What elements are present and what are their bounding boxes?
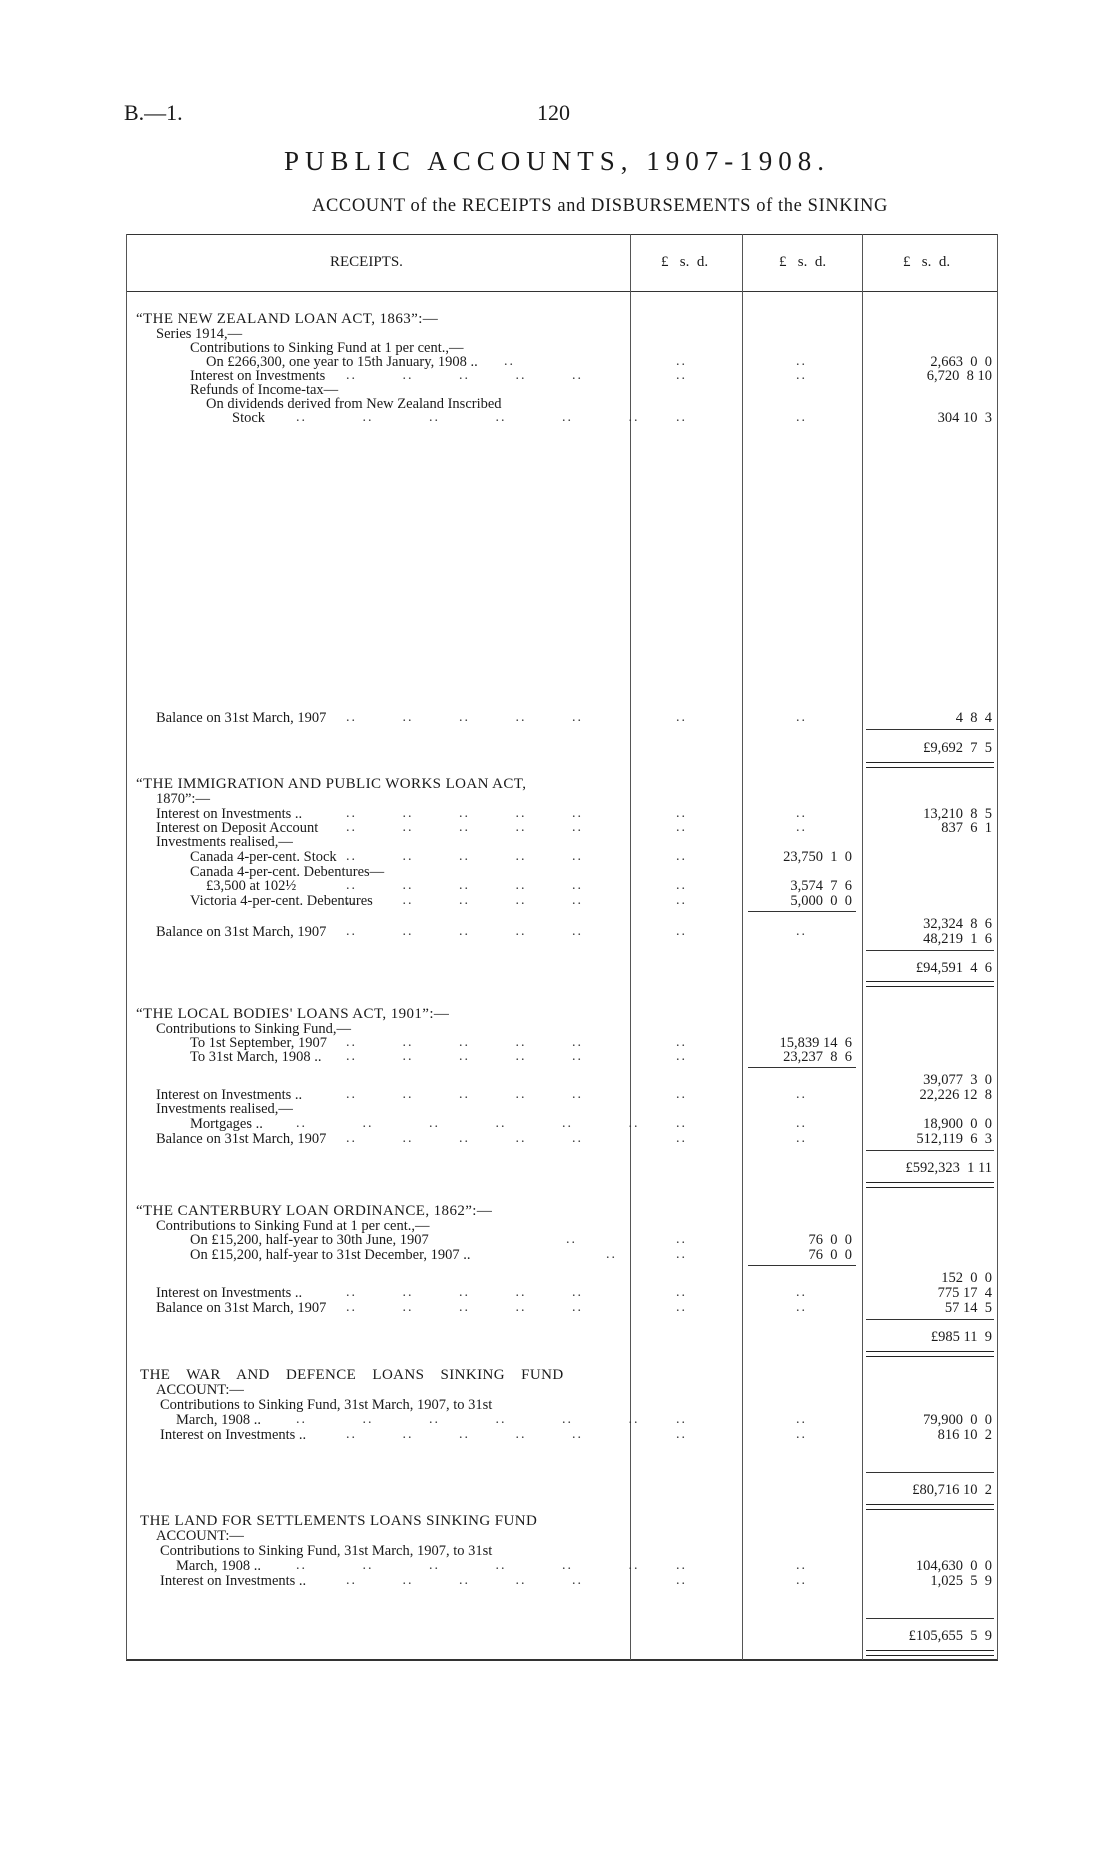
leader-dots: ..	[796, 1087, 807, 1102]
leader-dots: ..	[676, 893, 687, 908]
amount: 816 10 2	[937, 1427, 992, 1443]
line-label: On £15,200, half-year to 30th June, 1907	[190, 1232, 429, 1248]
document-reference: B.—1.	[124, 100, 183, 125]
line-label: Canada 4-per-cent. Stock	[190, 849, 337, 865]
leader-dots: ..	[504, 354, 515, 369]
section-total: £105,655 5 9	[908, 1628, 992, 1644]
right-border	[997, 234, 998, 1660]
line-label: March, 1908 ..	[176, 1558, 261, 1574]
line-label: To 31st March, 1908 ..	[190, 1049, 322, 1065]
leader-dots: ..	[676, 1131, 687, 1146]
left-border	[126, 234, 127, 1660]
leader-dots: ..	[676, 710, 687, 725]
leader-dots: ..	[796, 820, 807, 835]
line-label: March, 1908 ..	[176, 1412, 261, 1428]
leader-dots: ..	[566, 1232, 577, 1247]
line-label: Series 1914,—	[156, 326, 243, 342]
leader-dots: ..	[676, 1049, 687, 1064]
line-label: On dividends derived from New Zealand Inscribed	[206, 396, 502, 412]
leader-dots: .. .. .. .. ..	[346, 368, 583, 383]
leader-dots: ..	[796, 806, 807, 821]
sum-rule	[866, 729, 994, 730]
leader-dots: .. .. .. .. ..	[346, 1573, 583, 1588]
section-heading: “THE IMMIGRATION AND PUBLIC WORKS LOAN ACT,	[136, 776, 527, 792]
leader-dots: .. .. .. .. ..	[346, 710, 583, 725]
leader-dots: .. .. .. .. .. ..	[296, 1116, 640, 1131]
leader-dots: ..	[676, 1116, 687, 1131]
amount: 23,750 1 0	[783, 849, 852, 865]
line-label: Contributions to Sinking Fund at 1 per cent.,—	[190, 340, 464, 356]
line-label: Refunds of Income-tax—	[190, 382, 339, 398]
amount: 2,663 0 0	[930, 354, 992, 370]
amount: 76 0 0	[808, 1232, 852, 1248]
amount: 22,226 12 8	[919, 1087, 992, 1103]
amount: 23,237 8 6	[783, 1049, 852, 1065]
amount: 775 17 4	[937, 1285, 992, 1301]
top-rule	[126, 234, 998, 235]
line-label: Interest on Investments	[190, 368, 326, 384]
leader-dots: ..	[796, 1573, 807, 1588]
amount: 512,119 6 3	[916, 1131, 992, 1147]
sum-rule	[866, 1150, 994, 1151]
line-label: Interest on Investments ..	[160, 1427, 307, 1443]
total-double-rule	[866, 1504, 994, 1510]
line-label: Contributions to Sinking Fund, 31st March, 1907, to 31st	[160, 1543, 493, 1559]
line-label: 1870”:—	[156, 791, 210, 807]
total-double-rule	[866, 1182, 994, 1188]
line-label: Balance on 31st March, 1907	[156, 1131, 327, 1147]
leader-dots: .. .. .. .. ..	[346, 1427, 583, 1442]
section-total: £94,591 4 6	[915, 960, 992, 976]
line-label: Canada 4-per-cent. Debentures—	[190, 864, 385, 880]
total-double-rule	[866, 762, 994, 768]
leader-dots: ..	[676, 1427, 687, 1442]
leader-dots: ..	[676, 1412, 687, 1427]
leader-dots: ..	[796, 1558, 807, 1573]
leader-dots: ..	[796, 354, 807, 369]
line-label: Interest on Deposit Account	[156, 820, 319, 836]
leader-dots: .. .. .. .. ..	[346, 849, 583, 864]
leader-dots: ..	[796, 1300, 807, 1315]
column-divider-2	[742, 234, 743, 1660]
line-label: Stock	[232, 410, 266, 426]
amount: 79,900 0 0	[923, 1412, 992, 1428]
leader-dots: ..	[796, 368, 807, 383]
line-label: Interest on Investments ..	[156, 806, 303, 822]
sum-rule	[748, 1265, 856, 1266]
amount: 18,900 0 0	[923, 1116, 992, 1132]
leader-dots: ..	[796, 410, 807, 425]
section-total: £592,323 1 11	[905, 1160, 992, 1176]
line-label: Mortgages ..	[190, 1116, 263, 1132]
leader-dots: ..	[676, 1232, 687, 1247]
leader-dots: .. .. .. .. ..	[346, 878, 583, 893]
amount: 6,720 8 10	[926, 368, 992, 384]
amount: 104,630 0 0	[915, 1558, 992, 1574]
leader-dots: ..	[676, 849, 687, 864]
leader-dots: .. .. .. .. ..	[346, 1131, 583, 1146]
line-label: Investments realised,—	[156, 1101, 293, 1117]
section-total: £80,716 10 2	[912, 1482, 992, 1498]
leader-dots: .. .. .. .. ..	[346, 1049, 583, 1064]
line-label: Contributions to Sinking Fund at 1 per cent.,—	[156, 1218, 430, 1234]
leader-dots: ..	[796, 924, 807, 939]
line-label: ACCOUNT:—	[156, 1528, 244, 1544]
page-number: 120	[537, 100, 570, 125]
leader-dots: ..	[676, 1573, 687, 1588]
leader-dots: .. .. .. .. ..	[346, 820, 583, 835]
column-header-amount-3: £ s. d.	[903, 254, 951, 270]
section-total: £985 11 9	[930, 1329, 992, 1345]
total-double-rule	[866, 1351, 994, 1357]
leader-dots: ..	[676, 1087, 687, 1102]
leader-dots: .. .. .. .. ..	[346, 1087, 583, 1102]
amount: 15,839 14 6	[779, 1035, 852, 1051]
amount: 837 6 1	[941, 820, 992, 836]
section-heading: “THE CANTERBURY LOAN ORDINANCE, 1862”:—	[136, 1203, 493, 1219]
leader-dots: ..	[676, 1300, 687, 1315]
line-label: Interest on Investments ..	[156, 1285, 303, 1301]
line-label: Victoria 4-per-cent. Debentures	[190, 893, 373, 909]
amount: 3,574 7 6	[790, 878, 852, 894]
line-label: To 1st September, 1907	[190, 1035, 327, 1051]
leader-dots: ..	[796, 1412, 807, 1427]
section-heading: “THE LOCAL BODIES' LOANS ACT, 1901”:—	[136, 1006, 450, 1022]
line-label: Investments realised,—	[156, 834, 293, 850]
leader-dots: ..	[676, 354, 687, 369]
section-heading: THE WAR AND DEFENCE LOANS SINKING FUND	[140, 1367, 564, 1383]
page-title: PUBLIC ACCOUNTS, 1907-1908.	[283, 146, 831, 176]
leader-dots: .. .. .. .. .. ..	[296, 1412, 640, 1427]
line-label: Contributions to Sinking Fund,—	[156, 1021, 351, 1037]
amount: 304 10 3	[937, 410, 992, 426]
sum-rule	[866, 1472, 994, 1473]
receipts-table	[126, 234, 998, 1660]
leader-dots: ..	[796, 1427, 807, 1442]
leader-dots: ..	[676, 1285, 687, 1300]
leader-dots: .. .. .. .. ..	[346, 1035, 583, 1050]
amount: 4 8 4	[955, 710, 992, 726]
leader-dots: ..	[676, 878, 687, 893]
leader-dots: .. .. .. .. ..	[346, 1285, 583, 1300]
leader-dots: .. .. .. .. ..	[346, 893, 583, 908]
leader-dots: ..	[796, 710, 807, 725]
sum-rule	[866, 950, 994, 951]
leader-dots: .. .. .. .. ..	[346, 1300, 583, 1315]
leader-dots: ..	[676, 1035, 687, 1050]
column-divider-1	[630, 234, 631, 1660]
leader-dots: .. .. .. .. ..	[346, 806, 583, 821]
sum-rule	[866, 1319, 994, 1320]
amount: 32,324 8 6	[923, 916, 992, 932]
amount: 57 14 5	[944, 1300, 992, 1316]
leader-dots: .. .. .. .. ..	[346, 924, 583, 939]
line-label: Balance on 31st March, 1907	[156, 1300, 327, 1316]
line-label: ACCOUNT:—	[156, 1382, 244, 1398]
leader-dots: ..	[796, 1116, 807, 1131]
leader-dots: ..	[676, 806, 687, 821]
line-label: £3,500 at 102½	[206, 878, 297, 894]
leader-dots: ..	[676, 924, 687, 939]
line-label: Interest on Investments ..	[160, 1573, 307, 1589]
sum-rule	[748, 1067, 856, 1068]
line-label: Balance on 31st March, 1907	[156, 710, 327, 726]
section-heading: “THE NEW ZEALAND LOAN ACT, 1863”:—	[136, 311, 439, 327]
header-bottom-rule	[126, 291, 998, 292]
section-heading: THE LAND FOR SETTLEMENTS LOANS SINKING FUND	[140, 1513, 538, 1529]
leader-dots: ..	[676, 820, 687, 835]
total-double-rule	[866, 1650, 994, 1656]
line-label: Balance on 31st March, 1907	[156, 924, 327, 940]
leader-dots: ..	[676, 1558, 687, 1573]
leader-dots: .. .. .. .. .. ..	[296, 1558, 640, 1573]
leader-dots: ..	[676, 1247, 687, 1262]
amount: 13,210 8 5	[923, 806, 992, 822]
leader-dots: ..	[796, 1131, 807, 1146]
leader-dots: ..	[606, 1247, 617, 1262]
amount: 5,000 0 0	[790, 893, 852, 909]
column-header-amount-1: £ s. d.	[661, 254, 709, 270]
total-double-rule	[866, 981, 994, 987]
bottom-rule	[126, 1659, 998, 1661]
sum-rule	[866, 1618, 994, 1619]
amount: 152 0 0	[941, 1270, 992, 1286]
account-subtitle: ACCOUNT of the RECEIPTS and DISBURSEMENTS of the SINKING	[312, 196, 888, 216]
line-label: On £266,300, one year to 15th January, 1908 ..	[206, 354, 478, 370]
leader-dots: .. .. .. .. .. ..	[296, 410, 640, 425]
column-header-receipts: RECEIPTS.	[330, 254, 403, 270]
amount: 1,025 5 9	[930, 1573, 992, 1589]
leader-dots: ..	[676, 368, 687, 383]
leader-dots: ..	[796, 1285, 807, 1300]
line-label: Interest on Investments ..	[156, 1087, 303, 1103]
section-total: £9,692 7 5	[923, 740, 992, 756]
amount: 39,077 3 0	[923, 1072, 992, 1088]
column-header-amount-2: £ s. d.	[779, 254, 827, 270]
leader-dots: ..	[676, 410, 687, 425]
amount: 48,219 1 6	[923, 931, 992, 947]
line-label: On £15,200, half-year to 31st December, 1907 ..	[190, 1247, 471, 1263]
sum-rule	[748, 911, 856, 912]
line-label: Contributions to Sinking Fund, 31st March, 1907, to 31st	[160, 1397, 493, 1413]
amount: 76 0 0	[808, 1247, 852, 1263]
column-divider-3	[862, 234, 863, 1660]
